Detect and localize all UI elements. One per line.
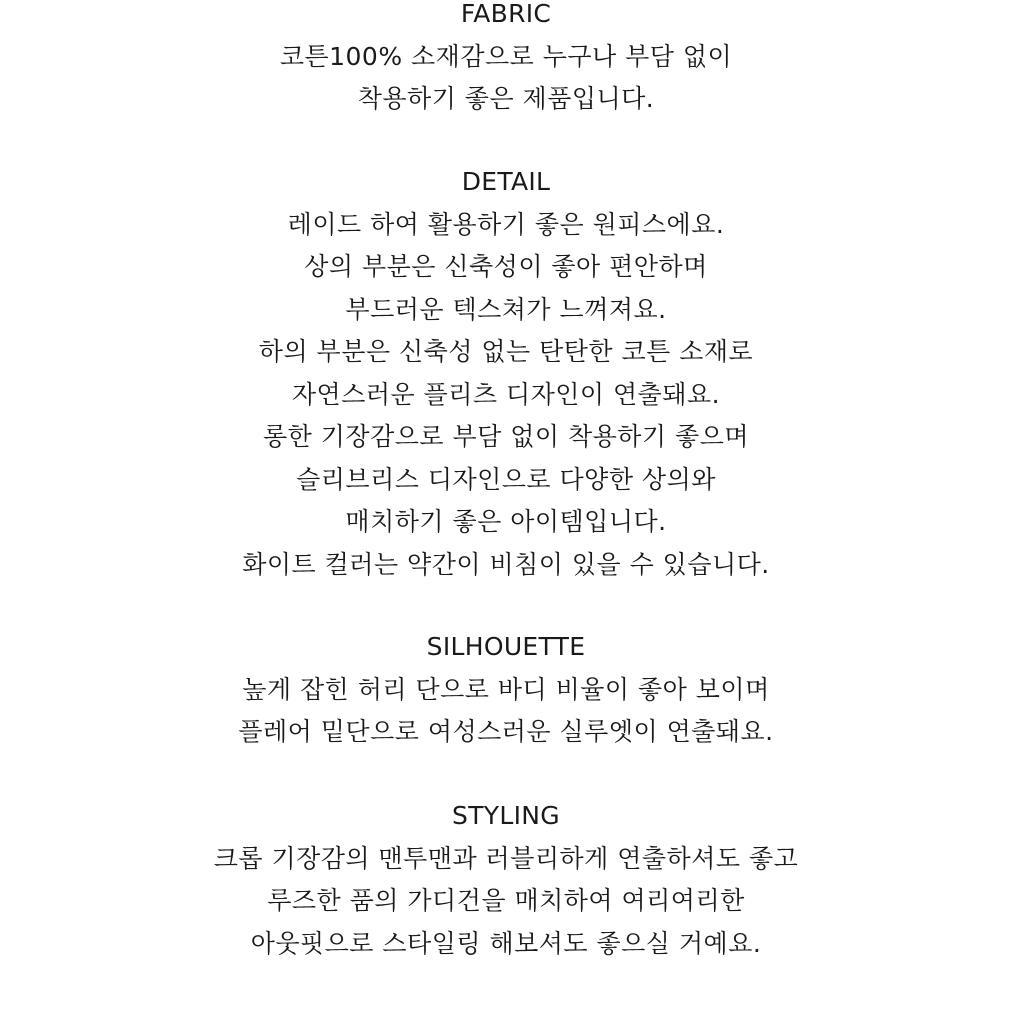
description-line: 플레어 밑단으로 여성스러운 실루엣이 연출돼요. — [238, 717, 774, 746]
description-line: 화이트 컬러는 약간이 비침이 있을 수 있습니다. — [242, 549, 770, 579]
description-line: 매치하기 좋은 아이템입니다. — [345, 507, 667, 536]
section-styling — [0, 795, 1012, 965]
description-line: 레이드 하여 활용하기 좋은 원피스에요. — [287, 209, 725, 239]
description-line: 루즈한 품의 가디건을 매치하여 여리여리한 — [267, 886, 745, 915]
description-line: 부드러운 텍스쳐가 느껴져요. — [345, 294, 667, 324]
description-line: 자연스러운 플리츠 디자인이 연출돼요. — [291, 379, 721, 409]
description-line: 하의 부분은 신축성 없는 탄탄한 코튼 소재로 — [258, 337, 754, 366]
description-line: 높게 잡힌 허리 단으로 바디 비율이 좋아 보이며 — [242, 674, 770, 704]
section-silhouette — [0, 626, 1012, 754]
description-line: 착용하기 좋은 제품입니다. — [357, 84, 655, 113]
section-heading-silhouette: SILHOUETTE — [426, 632, 586, 661]
section-heading-detail: DETAIL — [461, 167, 551, 196]
description-line: 슬리브리스 디자인으로 다양한 상의와 — [296, 464, 716, 494]
description-line: 아웃핏으로 스타일링 해보셔도 좋으실 거예요. — [250, 928, 762, 958]
description-line: 롱한 기장감으로 부담 없이 착용하기 좋으며 — [263, 422, 749, 451]
description-line: 상의 부분은 신축성이 좋아 편안하며 — [304, 252, 708, 281]
description-line: 크롭 기장감의 맨투맨과 러블리하게 연출하셔도 좋고 — [213, 843, 799, 873]
section-fabric — [0, 0, 1012, 121]
section-detail — [0, 161, 1012, 586]
description-line: 코튼100% 소재감으로 누구나 부담 없이 — [279, 41, 733, 71]
section-heading-styling: STYLING — [452, 801, 560, 830]
section-heading-fabric: FABRIC — [460, 0, 552, 28]
